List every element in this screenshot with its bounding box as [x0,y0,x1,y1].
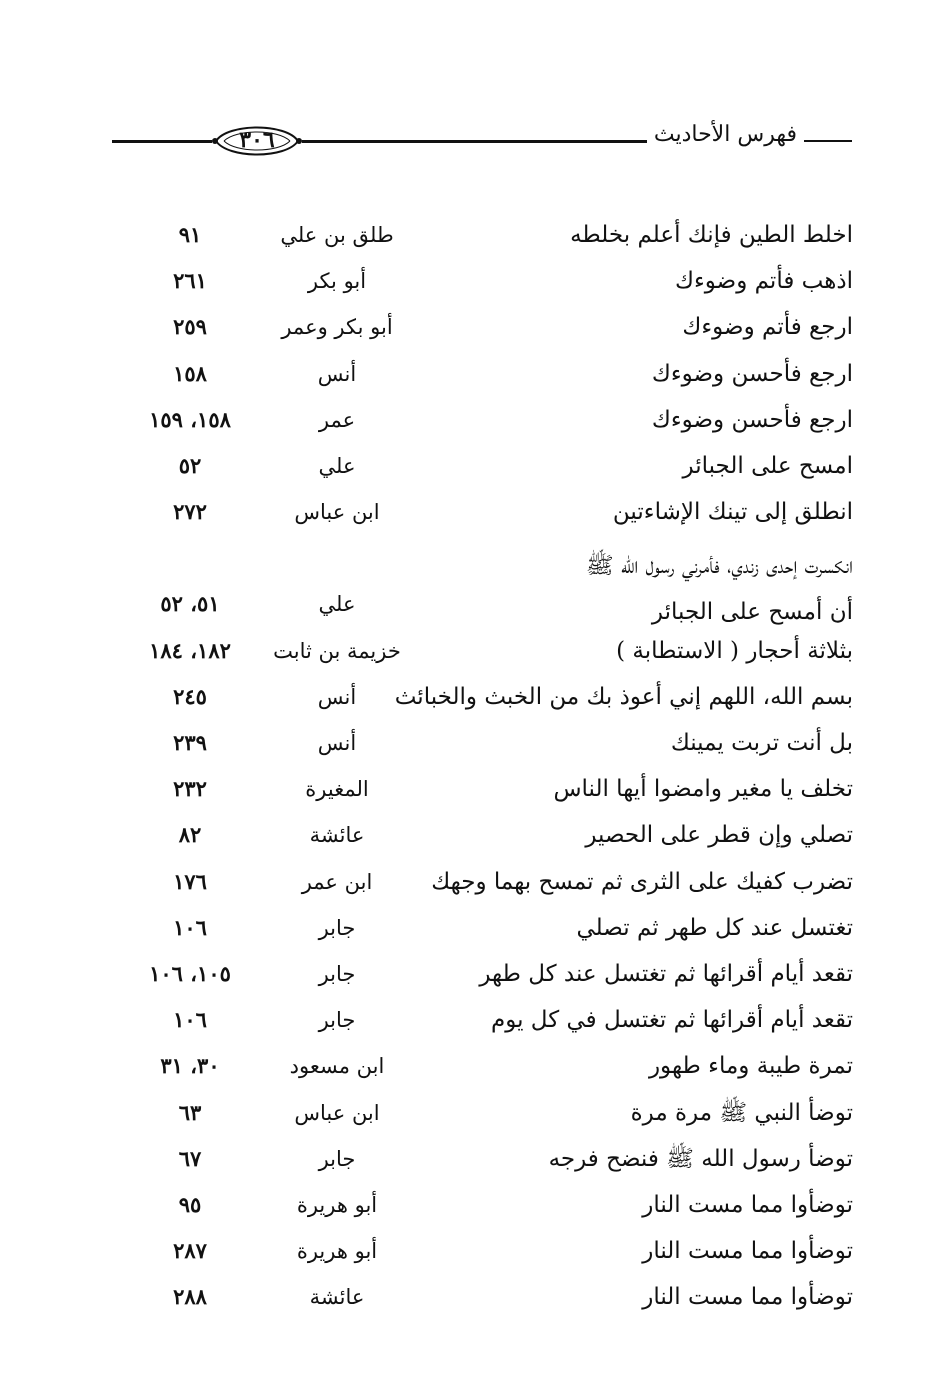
hadith-text: تصلي وإن قطر على الحصير [585,822,853,849]
page-refs: ٦٧ [178,1145,202,1171]
page-refs: ١٠٥، ١٠٦ [149,961,231,987]
narrator: جابر [318,1008,356,1033]
page-refs: ٣٠، ٣١ [160,1053,220,1079]
hadith-text: بل أنت تربت يمينك [670,730,853,757]
hadith-text: ارجع فأحسن وضوءك [651,406,853,433]
hadith-text: تمرة طيبة وماء طهور [648,1053,853,1080]
table-row [0,720,943,766]
hadith-text: توضأوا مما مست النار [642,1191,853,1218]
page-refs: ٢٦١ [173,268,207,294]
hadith-text: توضأوا مما مست النار [642,1238,853,1265]
table-row [0,997,943,1043]
narrator: أنس [317,731,357,756]
page-title: فهرس الأحاديث [653,122,797,147]
narrator: أنس [317,361,357,386]
hadith-text: بسم الله، اللهم إني أعوذ بك من الخبث والخبائث [394,683,853,710]
narrator: علي [318,592,356,617]
table-row [0,258,943,304]
table-row [0,1090,943,1136]
table-row [0,304,943,350]
hadith-text: ارجع فأتم وضوءك [682,314,853,341]
hadith-text: ارجع فأحسن وضوءك [651,360,853,387]
table-row [0,1043,943,1089]
table-row [0,443,943,489]
narrator: أبو بكر وعمر [281,315,393,340]
narrator: أبو هريرة [296,1239,378,1264]
hadith-text-line: انكسرت إحدى زندي، فأمرني رسول الله ﷺ [585,553,853,580]
page-header [112,112,852,172]
hadith-text: تخلف يا مغير وامضوا أيها الناس [553,776,853,803]
page-refs: ٦٣ [178,1099,202,1125]
narrator: خزيمة بن ثابت [273,638,401,663]
hadith-text: بثلاثة أحجار ( الاستطابة ) [616,637,853,664]
narrator: المغيرة [305,777,369,802]
narrator: أبو هريرة [296,1192,378,1217]
narrator: ابن مسعود [289,1054,385,1079]
narrator: عائشة [309,1285,365,1310]
narrator: عائشة [309,823,365,848]
hadith-text: توضأ رسول الله ﷺ فنضح فرجه [548,1145,853,1172]
page-refs: ٥٢ [178,452,202,478]
narrator: ابن عمر [301,869,373,894]
table-row [0,812,943,858]
hadith-text [586,543,853,635]
narrator: ابن عباس [294,1100,380,1125]
narrator: طلق بن علي [280,223,394,247]
page-refs: ٢٨٧ [173,1238,207,1264]
hadith-text: تضرب كفيك على الثرى ثم تمسح بهما وجهك [431,868,853,895]
hadith-text: امسح على الجبائر [682,452,853,479]
page-refs: ٢٣٢ [173,776,207,802]
page-refs: ٢٥٩ [173,314,207,340]
page-refs: ٢٤٥ [173,683,207,709]
table-row [0,212,943,258]
header-rule-right [302,140,647,143]
hadith-text: اذهب فأتم وضوءك [675,268,853,295]
hadith-text: انطلق إلى تينك الإشاءتين [612,499,853,526]
table-row [0,905,943,951]
table-row [0,859,943,905]
table-row [0,1136,943,1182]
narrator: جابر [318,962,356,987]
hadith-text-line: أن أمسح على الجبائر [651,599,853,626]
table-row [0,1182,943,1228]
narrator: عمر [318,407,356,432]
hadith-text: اخلط الطين فإنك أعلم بخلطه [570,222,853,248]
hadith-text: توضأوا مما مست النار [642,1284,853,1311]
hadith-text: تغتسل عند كل طهر ثم تصلي [576,914,853,941]
narrator: أبو بكر [307,269,367,294]
page-refs: ١٨٢، ١٨٤ [149,637,231,663]
page-number-badge [210,118,304,164]
page-refs: ٨٢ [178,822,202,848]
table-row [0,951,943,997]
table-row [0,397,943,443]
page-refs: ٩١ [178,222,202,247]
page-refs: ٥١، ٥٢ [160,591,220,617]
table-row [0,766,943,812]
table-row [0,351,943,397]
narrator: علي [318,453,356,478]
header-rule-left [112,140,212,143]
narrator: أنس [317,684,357,709]
table-row [0,1274,943,1320]
narrator: جابر [318,915,356,940]
page-refs: ٩٥ [178,1191,202,1217]
hadith-index-table [0,212,943,1321]
table-row [0,489,943,535]
table-row [0,628,943,674]
table-row [0,535,943,627]
page-number: ٣٠٦ [239,127,275,153]
page-refs: ١٥٨، ١٥٩ [149,406,231,432]
table-row [0,674,943,720]
page-refs: ١٠٦ [173,914,207,940]
page-refs: ٢٨٨ [173,1284,207,1310]
table-row [0,1228,943,1274]
page-refs: ١٠٦ [173,1007,207,1033]
header-dash [804,140,852,142]
hadith-text: توضأ النبي ﷺ مرة مرة [630,1099,853,1126]
page-refs: ١٥٨ [173,360,207,386]
hadith-text: تقعد أيام أقرائها ثم تغتسل في كل يوم [490,1007,853,1034]
narrator: جابر [318,1146,356,1171]
page-refs: ٢٣٩ [173,730,207,756]
narrator: ابن عباس [294,500,380,525]
page-refs: ٢٧٢ [173,499,207,525]
page-refs: ١٧٦ [173,868,207,894]
hadith-text: تقعد أيام أقرائها ثم تغتسل عند كل طهر [479,961,853,988]
